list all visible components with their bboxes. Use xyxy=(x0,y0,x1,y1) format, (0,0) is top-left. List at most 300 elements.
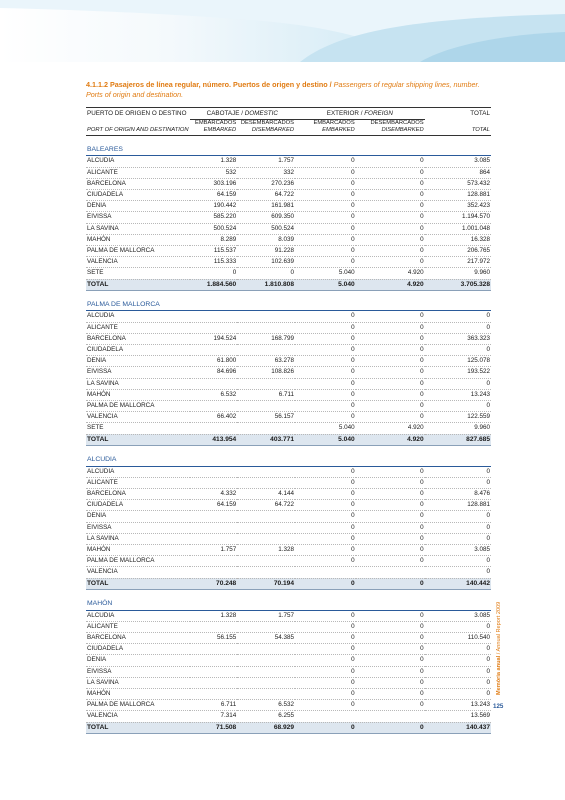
table-row xyxy=(86,156,491,167)
port-name-cell: EIVISSA xyxy=(86,367,190,378)
port-name-cell: CIUDADELA xyxy=(86,189,190,200)
value-cell: 6.711 xyxy=(237,389,295,400)
table-row xyxy=(86,367,491,378)
value-cell: 0 xyxy=(295,556,356,567)
total-value-cell: 68.929 xyxy=(237,722,295,733)
value-cell: 9.960 xyxy=(425,268,491,279)
value-cell: 0 xyxy=(356,700,425,711)
value-cell: 0 xyxy=(356,610,425,621)
value-cell: 532 xyxy=(190,167,238,178)
value-cell: 585.220 xyxy=(190,212,238,223)
value-cell: 0 xyxy=(425,644,491,655)
port-name-cell: EIVISSA xyxy=(86,666,190,677)
port-name-cell: LA SAVINA xyxy=(86,223,190,234)
value-cell: 108.826 xyxy=(237,367,295,378)
total-value-cell: 413.954 xyxy=(190,434,238,445)
header-foreign-embarked-es: EMBARCADOS xyxy=(313,120,355,127)
header-cabotaje-es: CABOTAJE xyxy=(206,110,240,117)
value-cell xyxy=(190,466,238,477)
section-header-row xyxy=(86,453,491,466)
table-row xyxy=(86,688,491,699)
section-header-row xyxy=(86,298,491,311)
port-name-cell: CIUDADELA xyxy=(86,345,190,356)
value-cell: 1.194.570 xyxy=(425,212,491,223)
port-name-cell: PALMA DE MALLORCA xyxy=(86,556,190,567)
table-row xyxy=(86,257,491,268)
value-cell xyxy=(190,511,238,522)
value-cell: 0 xyxy=(295,178,356,189)
value-cell: 0 xyxy=(295,655,356,666)
value-cell xyxy=(356,567,425,578)
value-cell: 0 xyxy=(237,268,295,279)
table-row xyxy=(86,477,491,488)
value-cell: 0 xyxy=(356,156,425,167)
value-cell: 6.532 xyxy=(237,700,295,711)
value-cell: 1.328 xyxy=(190,610,238,621)
header-decoration xyxy=(0,0,565,62)
value-cell xyxy=(237,556,295,567)
value-cell xyxy=(237,621,295,632)
header-embarked-es: EMBARCADOS xyxy=(194,120,237,127)
section-title: MAHÓN xyxy=(86,597,491,610)
value-cell: 1.001.048 xyxy=(425,223,491,234)
value-cell: 5.040 xyxy=(295,423,356,434)
value-cell: 115.537 xyxy=(190,245,238,256)
port-name-cell: DENIA xyxy=(86,356,190,367)
value-cell: 0 xyxy=(356,257,425,268)
value-cell: 0 xyxy=(295,311,356,322)
total-label-cell: TOTAL xyxy=(86,578,190,589)
total-value-cell: 71.508 xyxy=(190,722,238,733)
total-row xyxy=(86,434,491,445)
value-cell xyxy=(190,677,238,688)
port-name-cell: EIVISSA xyxy=(86,522,190,533)
value-cell: 64.722 xyxy=(237,500,295,511)
value-cell: 0 xyxy=(295,545,356,556)
value-cell: 0 xyxy=(295,466,356,477)
table-row xyxy=(86,201,491,212)
section-spacer xyxy=(86,290,491,298)
port-name-cell: BARCELONA xyxy=(86,489,190,500)
value-cell: 61.800 xyxy=(190,356,238,367)
value-cell: 0 xyxy=(356,522,425,533)
value-cell: 0 xyxy=(425,522,491,533)
port-name-cell: MAHÓN xyxy=(86,234,190,245)
total-value-cell: 140.437 xyxy=(425,722,491,733)
table-row xyxy=(86,466,491,477)
value-cell: 217.972 xyxy=(425,257,491,268)
value-cell: 0 xyxy=(425,621,491,632)
total-value-cell: 70.248 xyxy=(190,578,238,589)
table-row xyxy=(86,610,491,621)
value-cell: 6.711 xyxy=(190,700,238,711)
header-port-en: PORT OF ORIGIN AND DESTINATION xyxy=(87,127,189,134)
value-cell: 0 xyxy=(356,655,425,666)
value-cell: 8.039 xyxy=(237,234,295,245)
value-cell: 64.159 xyxy=(190,189,238,200)
value-cell: 0 xyxy=(356,378,425,389)
value-cell: 193.522 xyxy=(425,367,491,378)
value-cell: 0 xyxy=(295,378,356,389)
value-cell: 128.881 xyxy=(425,189,491,200)
section-title: ALCUDIA xyxy=(86,453,491,466)
value-cell: 0 xyxy=(295,212,356,223)
value-cell xyxy=(190,666,238,677)
port-name-cell: BARCELONA xyxy=(86,178,190,189)
value-cell: 0 xyxy=(356,345,425,356)
value-cell xyxy=(237,644,295,655)
value-cell: 352.423 xyxy=(425,201,491,212)
value-cell: 0 xyxy=(295,156,356,167)
value-cell: 0 xyxy=(425,655,491,666)
value-cell: 66.402 xyxy=(190,412,238,423)
total-label-cell: TOTAL xyxy=(86,279,190,290)
value-cell: 0 xyxy=(356,234,425,245)
port-name-cell: ALICANTE xyxy=(86,167,190,178)
port-name-cell: LA SAVINA xyxy=(86,677,190,688)
port-name-cell: PALMA DE MALLORCA xyxy=(86,700,190,711)
table-row xyxy=(86,389,491,400)
port-name-cell: VALENCIA xyxy=(86,711,190,722)
value-cell: 0 xyxy=(295,189,356,200)
value-cell: 8.476 xyxy=(425,489,491,500)
value-cell: 4.332 xyxy=(190,489,238,500)
value-cell: 0 xyxy=(356,632,425,643)
value-cell: 0 xyxy=(356,533,425,544)
value-cell: 16.328 xyxy=(425,234,491,245)
value-cell: 115.333 xyxy=(190,257,238,268)
total-value-cell: 5.040 xyxy=(295,279,356,290)
value-cell xyxy=(237,322,295,333)
total-value-cell: 3.705.328 xyxy=(425,279,491,290)
value-cell xyxy=(190,621,238,632)
table-row xyxy=(86,378,491,389)
value-cell: 0 xyxy=(356,644,425,655)
value-cell: 4.920 xyxy=(356,423,425,434)
value-cell xyxy=(190,423,238,434)
table-row xyxy=(86,632,491,643)
port-name-cell: DENIA xyxy=(86,511,190,522)
caption-number: 4.1.1.2 xyxy=(86,80,108,89)
value-cell: 1.757 xyxy=(237,156,295,167)
value-cell xyxy=(190,322,238,333)
value-cell: 0 xyxy=(425,533,491,544)
value-cell: 0 xyxy=(295,700,356,711)
value-cell: 1.328 xyxy=(237,545,295,556)
value-cell xyxy=(295,711,356,722)
table-row xyxy=(86,212,491,223)
table-row xyxy=(86,511,491,522)
value-cell: 1.757 xyxy=(237,610,295,621)
value-cell: 102.639 xyxy=(237,257,295,268)
value-cell: 0 xyxy=(295,367,356,378)
table-row xyxy=(86,655,491,666)
total-row xyxy=(86,578,491,589)
header-wave-graphic xyxy=(0,0,565,62)
value-cell xyxy=(190,401,238,412)
section-spacer xyxy=(86,135,491,143)
value-cell: 0 xyxy=(295,644,356,655)
section-header-row xyxy=(86,143,491,156)
value-cell xyxy=(237,423,295,434)
port-name-cell: ALICANTE xyxy=(86,477,190,488)
value-cell: 0 xyxy=(356,500,425,511)
header-port-es: PUERTO DE ORIGEN O DESTINO xyxy=(86,108,190,120)
value-cell: 0 xyxy=(356,466,425,477)
value-cell: 0 xyxy=(295,511,356,522)
value-cell: 9.960 xyxy=(425,423,491,434)
table-row xyxy=(86,356,491,367)
port-name-cell: ALCUDIA xyxy=(86,311,190,322)
port-name-cell: EIVISSA xyxy=(86,212,190,223)
total-value-cell: 0 xyxy=(295,578,356,589)
header-foreign-disembarked-en: DISEMBARKED xyxy=(356,127,425,135)
value-cell: 0 xyxy=(295,489,356,500)
value-cell: 0 xyxy=(295,201,356,212)
total-value-cell: 4.920 xyxy=(356,279,425,290)
total-value-cell: 403.771 xyxy=(237,434,295,445)
header-cabotaje-slash: / xyxy=(241,110,243,117)
port-name-cell: CIUDADELA xyxy=(86,644,190,655)
value-cell xyxy=(190,644,238,655)
value-cell xyxy=(237,533,295,544)
value-cell xyxy=(237,677,295,688)
value-cell: 4.144 xyxy=(237,489,295,500)
section-title: BALEARES xyxy=(86,143,491,156)
total-label-cell: TOTAL xyxy=(86,434,190,445)
value-cell: 0 xyxy=(356,477,425,488)
value-cell: 0 xyxy=(295,533,356,544)
table-row xyxy=(86,533,491,544)
value-cell: 0 xyxy=(425,567,491,578)
table-row xyxy=(86,412,491,423)
value-cell xyxy=(190,522,238,533)
value-cell: 1.757 xyxy=(190,545,238,556)
value-cell xyxy=(190,345,238,356)
value-cell: 270.236 xyxy=(237,178,295,189)
table-row xyxy=(86,621,491,632)
value-cell xyxy=(237,655,295,666)
total-value-cell: 4.920 xyxy=(356,434,425,445)
value-cell: 0 xyxy=(356,489,425,500)
header-cabotaje-en: DOMESTIC xyxy=(244,110,278,117)
port-name-cell: DENIA xyxy=(86,655,190,666)
port-name-cell: MAHÓN xyxy=(86,389,190,400)
value-cell: 0 xyxy=(295,167,356,178)
value-cell: 6.255 xyxy=(237,711,295,722)
value-cell: 0 xyxy=(356,677,425,688)
total-value-cell: 1.810.808 xyxy=(237,279,295,290)
value-cell: 0 xyxy=(356,401,425,412)
value-cell: 0 xyxy=(295,389,356,400)
value-cell xyxy=(237,511,295,522)
port-name-cell: SETE xyxy=(86,423,190,434)
value-cell: 0 xyxy=(295,500,356,511)
header-row-2 xyxy=(86,120,491,128)
table-row xyxy=(86,189,491,200)
value-cell: 0 xyxy=(356,367,425,378)
table-row xyxy=(86,234,491,245)
value-cell: 64.722 xyxy=(237,189,295,200)
table-row xyxy=(86,223,491,234)
total-value-cell: 827.685 xyxy=(425,434,491,445)
port-name-cell: LA SAVINA xyxy=(86,378,190,389)
value-cell: 0 xyxy=(425,378,491,389)
value-cell: 3.085 xyxy=(425,156,491,167)
table-row xyxy=(86,311,491,322)
table-row xyxy=(86,567,491,578)
value-cell: 0 xyxy=(295,610,356,621)
value-cell: 500.524 xyxy=(190,223,238,234)
section-spacer xyxy=(86,589,491,597)
value-cell: 0 xyxy=(295,522,356,533)
value-cell: 128.881 xyxy=(425,500,491,511)
value-cell: 0 xyxy=(356,201,425,212)
value-cell: 0 xyxy=(295,632,356,643)
value-cell: 0 xyxy=(425,345,491,356)
value-cell: 0 xyxy=(425,666,491,677)
value-cell: 0 xyxy=(356,245,425,256)
header-exterior-es: EXTERIOR xyxy=(326,110,359,117)
value-cell xyxy=(237,311,295,322)
value-cell: 0 xyxy=(425,511,491,522)
value-cell: 0 xyxy=(295,401,356,412)
value-cell: 0 xyxy=(356,389,425,400)
port-name-cell: VALENCIA xyxy=(86,412,190,423)
port-name-cell: ALCUDIA xyxy=(86,156,190,167)
value-cell xyxy=(237,477,295,488)
value-cell: 0 xyxy=(425,677,491,688)
value-cell: 332 xyxy=(237,167,295,178)
value-cell: 0 xyxy=(356,545,425,556)
value-cell: 3.085 xyxy=(425,610,491,621)
value-cell xyxy=(190,533,238,544)
table-row xyxy=(86,666,491,677)
table-row xyxy=(86,500,491,511)
passengers-table xyxy=(86,107,491,734)
value-cell: 56.155 xyxy=(190,632,238,643)
value-cell xyxy=(295,567,356,578)
header-foreign-embarked-en: EMBARKED xyxy=(295,127,356,135)
value-cell: 0 xyxy=(295,322,356,333)
section-spacer xyxy=(86,445,491,453)
section-header-row xyxy=(86,597,491,610)
value-cell: 0 xyxy=(356,556,425,567)
value-cell: 0 xyxy=(295,677,356,688)
value-cell xyxy=(237,466,295,477)
port-name-cell: CIUDADELA xyxy=(86,500,190,511)
table-row xyxy=(86,711,491,722)
table-row xyxy=(86,522,491,533)
total-value-cell: 5.040 xyxy=(295,434,356,445)
total-row xyxy=(86,279,491,290)
side-label-bold: Memòria anual xyxy=(496,655,502,695)
port-name-cell: BARCELONA xyxy=(86,333,190,344)
port-name-cell: ALICANTE xyxy=(86,322,190,333)
value-cell: 0 xyxy=(295,223,356,234)
header-foreign-disembarked-es: DESEMBARCADOS xyxy=(370,120,424,127)
value-cell: 64.159 xyxy=(190,500,238,511)
side-label-rest: / Annual Report 2009 xyxy=(496,601,502,655)
table-row xyxy=(86,178,491,189)
value-cell: 0 xyxy=(295,477,356,488)
value-cell: 0 xyxy=(295,245,356,256)
value-cell xyxy=(190,311,238,322)
value-cell: 63.278 xyxy=(237,356,295,367)
value-cell: 0 xyxy=(190,268,238,279)
value-cell xyxy=(237,666,295,677)
value-cell: 0 xyxy=(295,412,356,423)
table-row xyxy=(86,644,491,655)
value-cell: 0 xyxy=(425,477,491,488)
value-cell: 13.243 xyxy=(425,700,491,711)
value-cell: 125.078 xyxy=(425,356,491,367)
value-cell xyxy=(237,345,295,356)
port-name-cell: SETE xyxy=(86,268,190,279)
table-row xyxy=(86,545,491,556)
table-row xyxy=(86,333,491,344)
value-cell: 0 xyxy=(295,234,356,245)
value-cell: 8.289 xyxy=(190,234,238,245)
total-value-cell: 0 xyxy=(295,722,356,733)
section-title: PALMA DE MALLORCA xyxy=(86,298,491,311)
value-cell xyxy=(356,711,425,722)
value-cell: 1.328 xyxy=(190,156,238,167)
table-row xyxy=(86,423,491,434)
table-row xyxy=(86,167,491,178)
value-cell xyxy=(190,567,238,578)
total-value-cell: 70.194 xyxy=(237,578,295,589)
value-cell: 0 xyxy=(295,345,356,356)
value-cell: 0 xyxy=(356,223,425,234)
value-cell: 0 xyxy=(356,621,425,632)
value-cell: 0 xyxy=(425,322,491,333)
value-cell: 5.040 xyxy=(295,268,356,279)
header-row-1 xyxy=(86,108,491,120)
value-cell: 122.559 xyxy=(425,412,491,423)
header-exterior xyxy=(295,108,425,120)
value-cell: 0 xyxy=(356,322,425,333)
port-name-cell: VALENCIA xyxy=(86,567,190,578)
value-cell: 3.085 xyxy=(425,545,491,556)
value-cell xyxy=(237,378,295,389)
table-row xyxy=(86,322,491,333)
table-row xyxy=(86,700,491,711)
table-row xyxy=(86,489,491,500)
value-cell xyxy=(190,688,238,699)
value-cell: 161.981 xyxy=(237,201,295,212)
value-cell: 56.157 xyxy=(237,412,295,423)
value-cell: 0 xyxy=(356,333,425,344)
table-row xyxy=(86,268,491,279)
value-cell: 864 xyxy=(425,167,491,178)
value-cell: 6.532 xyxy=(190,389,238,400)
header-disembarked-es: DESEMBARCADOS xyxy=(240,120,295,127)
value-cell xyxy=(237,688,295,699)
value-cell: 500.524 xyxy=(237,223,295,234)
header-embarked-en: EMBARKED xyxy=(190,127,238,135)
value-cell: 363.323 xyxy=(425,333,491,344)
value-cell: 0 xyxy=(295,666,356,677)
header-exterior-slash: / xyxy=(360,110,363,117)
port-name-cell: ALICANTE xyxy=(86,621,190,632)
value-cell xyxy=(237,522,295,533)
table-row xyxy=(86,556,491,567)
value-cell xyxy=(237,401,295,412)
value-cell: 0 xyxy=(425,556,491,567)
total-row xyxy=(86,722,491,733)
value-cell: 54.385 xyxy=(237,632,295,643)
